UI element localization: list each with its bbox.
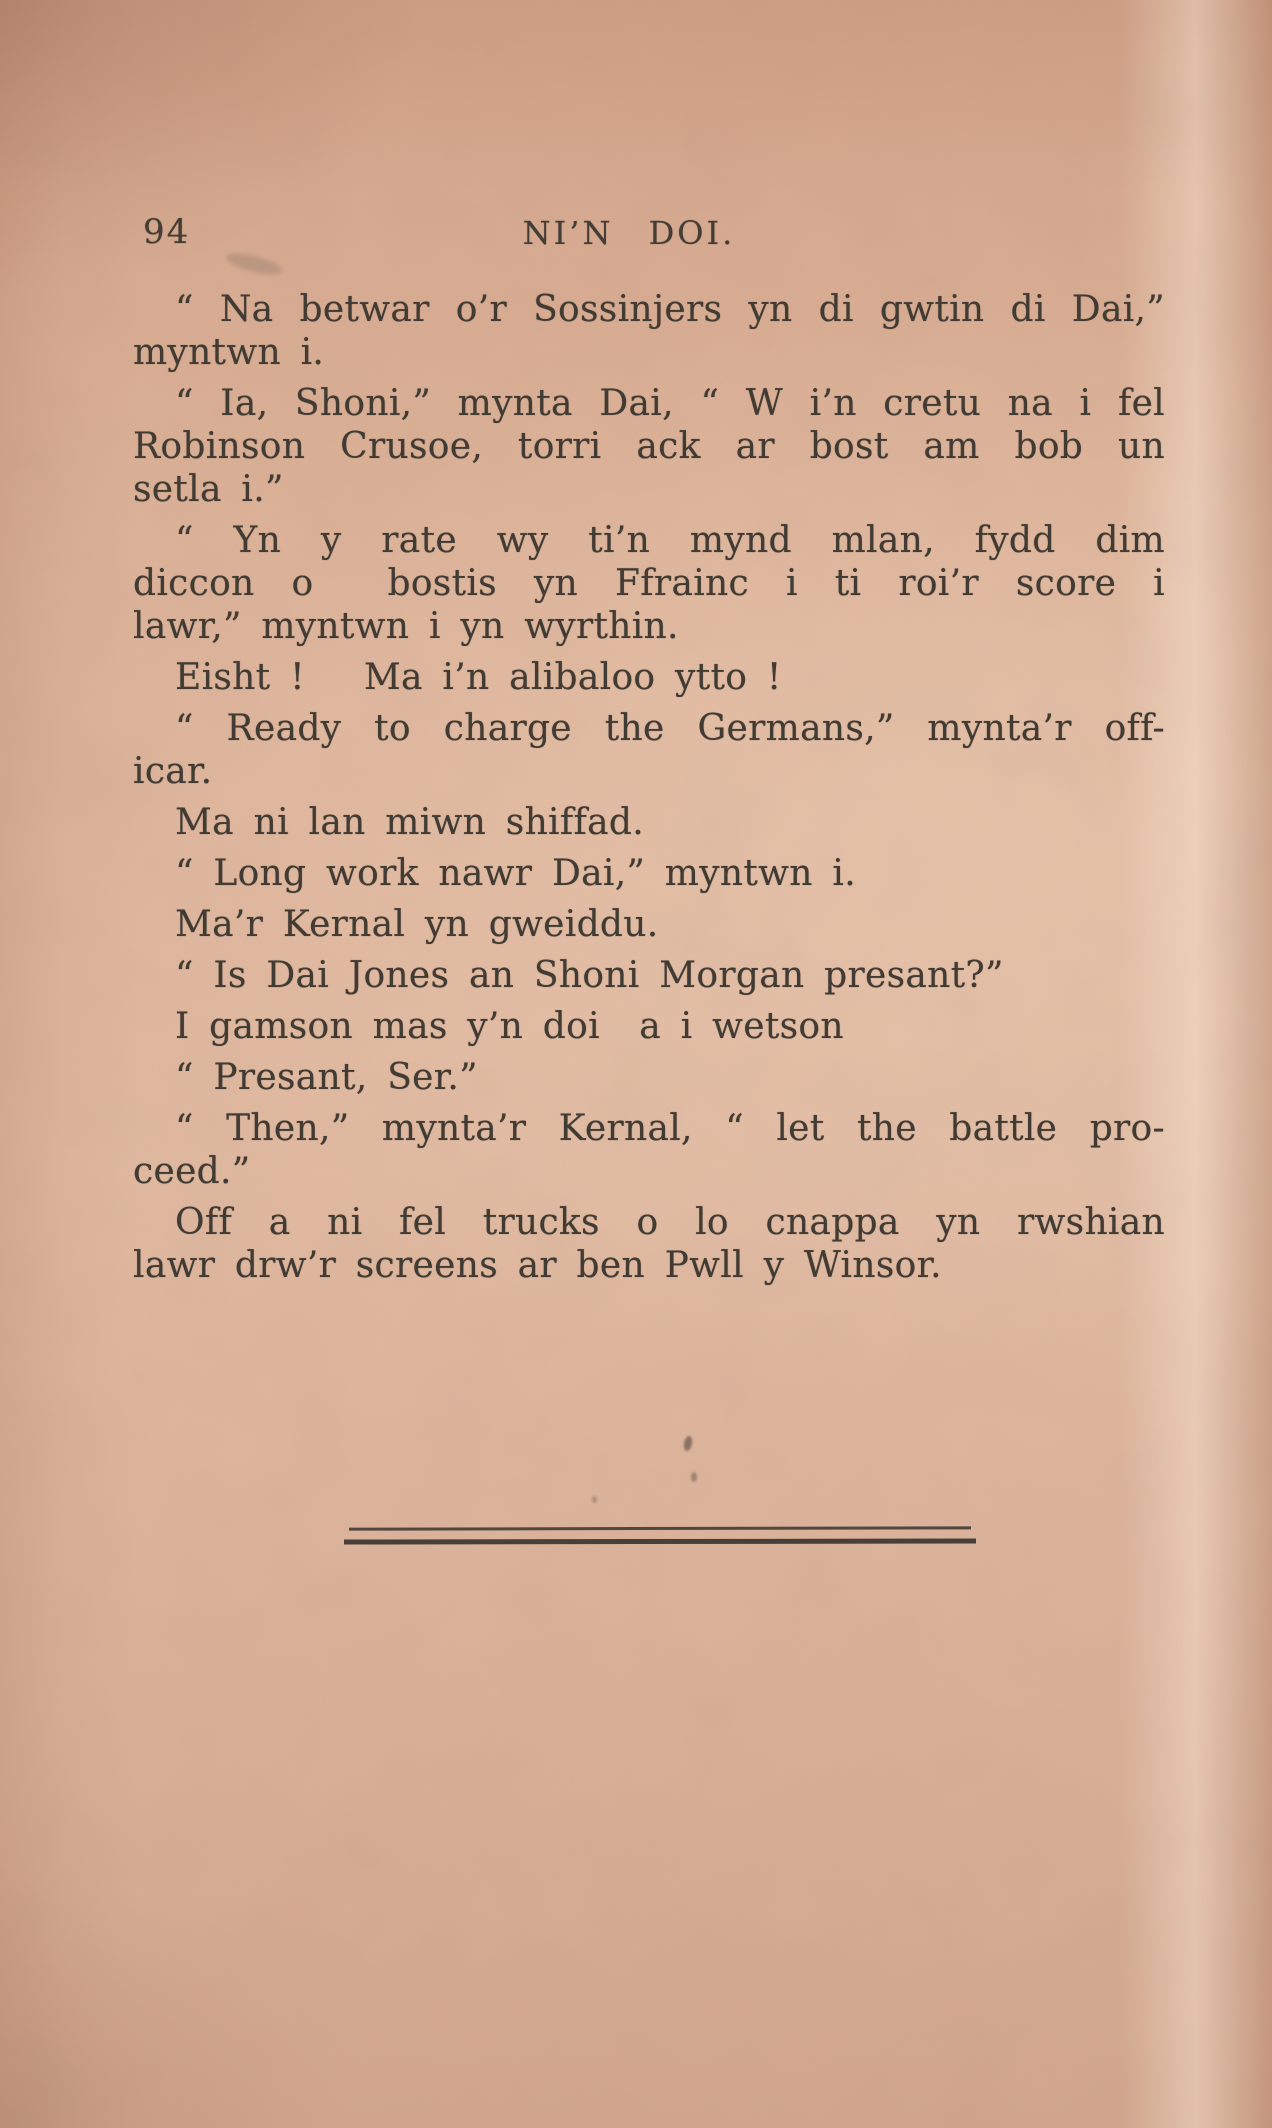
paragraph <box>133 954 1165 997</box>
paragraph-line: ceed.” <box>133 1151 251 1192</box>
paragraph-line: lawr drw’r screens ar ben Pwll y Winsor. <box>133 1245 942 1286</box>
divider-thin-rule <box>349 1526 971 1530</box>
paragraph <box>133 1201 1165 1287</box>
paragraph <box>133 707 1165 793</box>
paragraph-line: Ma ni lan miwn shiffad. <box>175 802 644 843</box>
paragraph <box>133 288 1165 374</box>
paragraph-line: diccon o bostis yn Ffrainc i ti roi’r score i <box>133 563 1165 604</box>
paragraph <box>133 1107 1165 1193</box>
paragraph-line: “ Long work nawr Dai,” myntwn i. <box>175 853 856 894</box>
ink-speck <box>683 1435 694 1451</box>
divider-thick-rule <box>344 1538 976 1544</box>
paragraph <box>133 382 1165 511</box>
paragraph-line: “ Then,” mynta’r Kernal, “ let the battle pro- <box>175 1108 1165 1149</box>
paragraph-line: lawr,” myntwn i yn wyrthin. <box>133 606 679 647</box>
paragraph-line: myntwn i. <box>133 332 325 373</box>
paragraph-line: Robinson Crusoe, torri ack ar bost am bob un <box>133 426 1165 467</box>
paragraph-line: “ Is Dai Jones an Shoni Morgan presant?” <box>175 955 1004 996</box>
paragraph <box>133 801 1165 844</box>
paragraph-line: “ Presant, Ser.” <box>175 1057 478 1098</box>
page-number: 94 <box>143 212 191 252</box>
page-body-text <box>133 288 1165 1295</box>
paragraph <box>133 852 1165 895</box>
paragraph-line: “ Ready to charge the Germans,” mynta’r off- <box>175 708 1165 749</box>
paragraph-line: “ Ia, Shoni,” mynta Dai, “ W i’n cretu na i fel <box>175 383 1165 424</box>
ink-speck <box>691 1472 697 1482</box>
section-divider <box>349 1527 971 1544</box>
paragraph-line: Ma’r Kernal yn gweiddu. <box>175 904 659 945</box>
paragraph <box>133 656 1165 699</box>
paragraph-line: Off a ni fel trucks o lo cnappa yn rwshian <box>175 1202 1165 1243</box>
paragraph <box>133 903 1165 946</box>
paragraph-line: “ Yn y rate wy ti’n mynd mlan, fydd dim <box>175 520 1165 561</box>
paragraph <box>133 1005 1165 1048</box>
paragraph-line: Eisht ! Ma i’n alibaloo ytto ! <box>175 657 782 698</box>
paragraph-line: “ Na betwar o’r Sossinjers yn di gwtin di Dai,” <box>175 289 1165 330</box>
paragraph-line: setla i.” <box>133 469 284 510</box>
paragraph <box>133 1056 1165 1099</box>
paragraph <box>133 519 1165 648</box>
ink-speck <box>592 1496 597 1503</box>
running-header <box>133 212 1165 256</box>
running-title: NI’N DOI. <box>522 214 736 252</box>
paragraph-line: I gamson mas y’n doi a i wetson <box>175 1006 844 1047</box>
paragraph-line: icar. <box>133 751 213 792</box>
